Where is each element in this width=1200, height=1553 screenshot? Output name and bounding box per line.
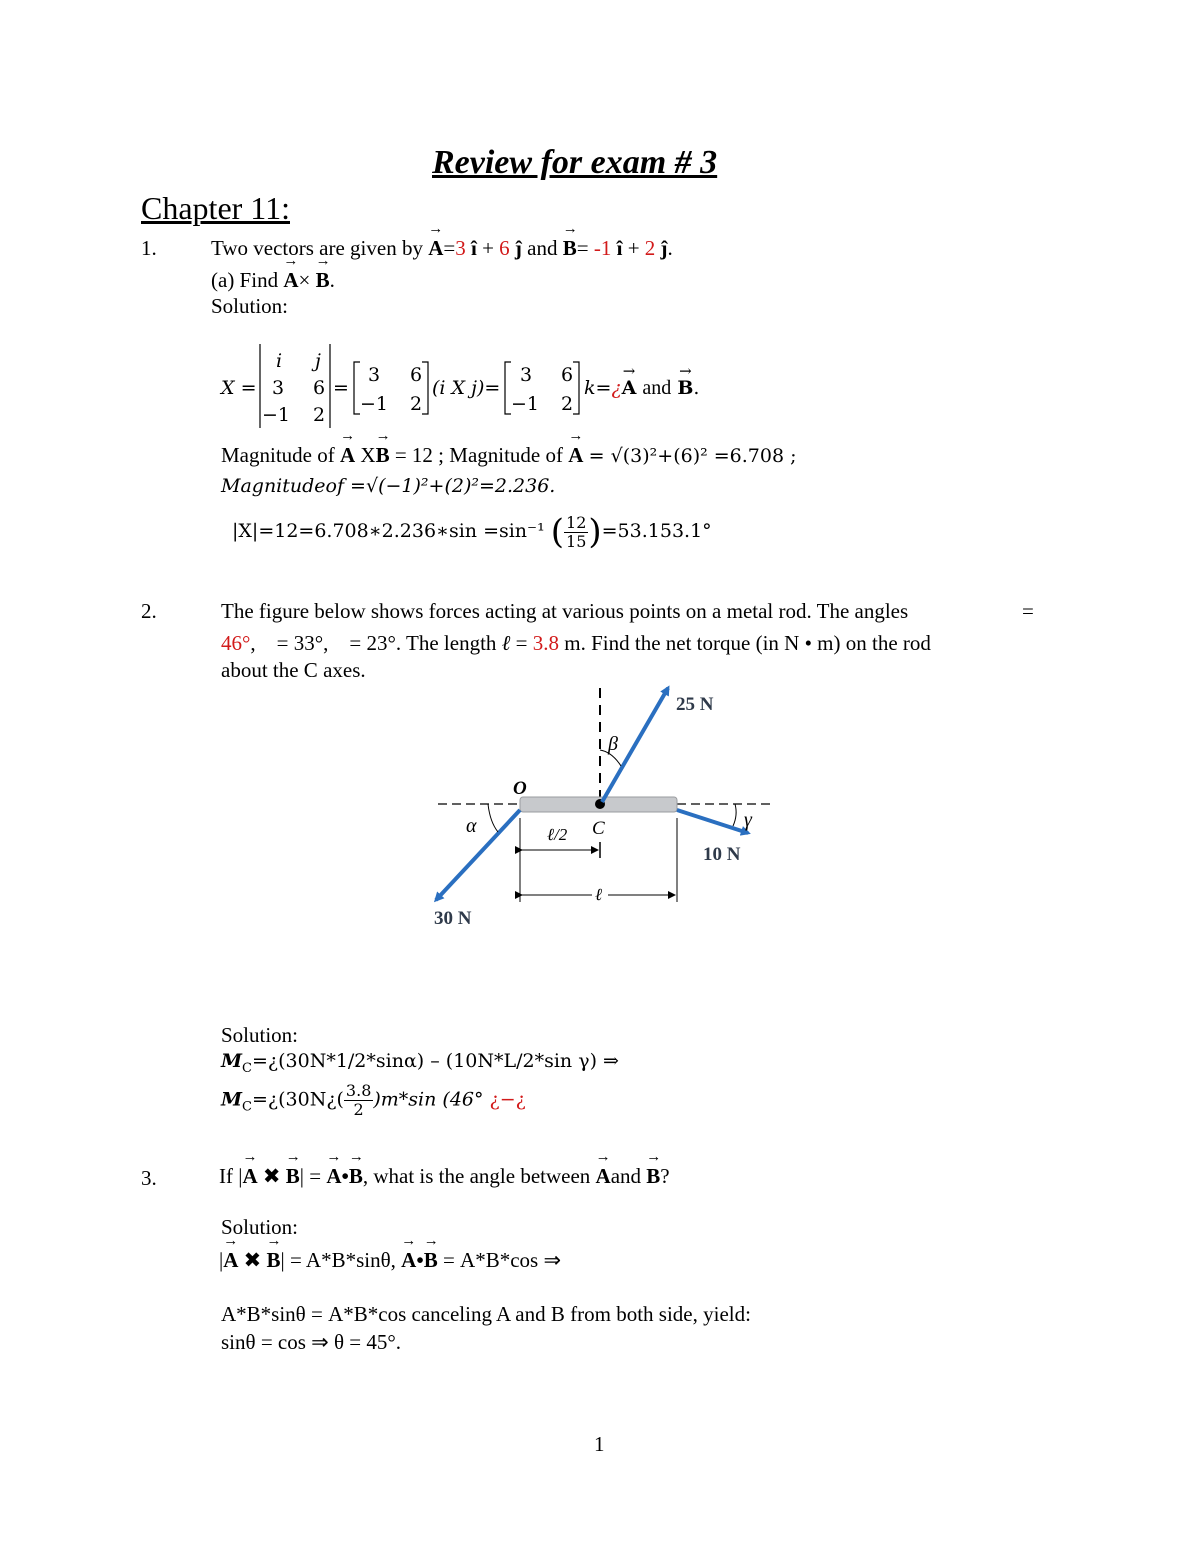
label-alpha: α (466, 815, 477, 837)
torque-figure (420, 680, 790, 940)
det-r2c1: 3 (272, 377, 285, 399)
q1-part-a: (a) Find → A× → B. (211, 268, 335, 293)
q3-solution-line-2: A*B*sinθ = A*B*cos canceling A and B from both side, yield: (221, 1302, 751, 1326)
det-j: j (315, 350, 321, 372)
mat2-r2c1: −1 (511, 393, 540, 415)
label-c: C (592, 818, 605, 839)
q2-eq-sign: = (1022, 599, 1034, 623)
mat1-r1c2: 6 (410, 364, 423, 386)
det-r3c2: 2 (313, 404, 326, 426)
chapter-heading: Chapter 11: (141, 190, 290, 226)
q3-number: 3. (141, 1166, 157, 1190)
det-x-label: X = (221, 377, 257, 399)
mat1-r2c1: −1 (360, 393, 389, 415)
mat1-r2c2: 2 (410, 393, 423, 415)
magnitude-line-2: Magnitudeof =√(−1)²+(2)²=2.236. (221, 475, 556, 497)
mat1-r1c1: 3 (368, 364, 381, 386)
det-r2c2: 6 (313, 377, 326, 399)
ixj-text: (i X j)= (432, 377, 501, 399)
q2-line-1: The figure below shows forces acting at various points on a metal rod. The angles (221, 599, 909, 623)
q1-solution-label: Solution: (211, 294, 289, 318)
q3-solution-label: Solution: (221, 1215, 299, 1239)
mat2-r1c2: 6 (561, 364, 574, 386)
label-beta: β (608, 733, 618, 755)
det-i: i (276, 350, 283, 372)
q2-solution-label: Solution: (221, 1023, 299, 1047)
q3-solution-line-1: |→ A ✖ → B| = A*B*sinθ, → A•→ B = A*B*cos ⇒ (219, 1248, 561, 1273)
label-half-length: ℓ/2 (547, 825, 568, 844)
page-number: 1 (594, 1432, 605, 1456)
q2-solution-line-1: $M_C=¿(30N*1/2*\sin\alpha) - (10N*L/2*\sin$ γ) ⇒ (221, 1050, 619, 1076)
label-o: O (513, 778, 527, 799)
q1-number: 1. (141, 236, 157, 260)
label-gamma: γ (744, 809, 752, 831)
q1-statement: Two vectors are given by → A=3 î + 6 ĵ and → B= -1 î + 2 ĵ. (211, 236, 673, 261)
label-25n: 25 N (676, 694, 714, 715)
k-expression: k=¿→ A and → B. (584, 377, 699, 400)
magnitude-line-1: Magnitude of → A X→ B = 12 ; Magnitude of → A = √(3)²+(6)² =6.708 ; (221, 443, 797, 468)
page-title: Review for exam # 3 (432, 144, 718, 181)
label-10n: 10 N (703, 844, 741, 865)
x-magnitude-line: |X|=12=6.708∗2.236∗sin =sin⁻¹ ( $\frac{12}{15}$ )=53.153.1° (232, 512, 712, 552)
q2-line-3: about the C axes. (221, 658, 366, 682)
q3-question: If |→ A ✖ → B| = → A•→ B, what is the angle between → Aand → B? (219, 1164, 670, 1189)
force-30n-arrow (436, 810, 520, 900)
q2-solution-line-2: $M_C=¿(30N¿$( $\frac{3.8}{2}$ )m*sin (46° ¿−¿ (221, 1081, 526, 1119)
det-eq: = (333, 377, 349, 399)
mat2-r1c1: 3 (520, 364, 533, 386)
label-length: ℓ (595, 885, 603, 904)
label-30n: 30 N (434, 908, 472, 929)
alpha-arc (488, 804, 498, 832)
mat2-r2c2: 2 (561, 393, 574, 415)
det-r3c1: −1 (262, 404, 291, 426)
q2-number: 2. (141, 599, 157, 623)
force-10n-arrow (677, 810, 748, 833)
gamma-arc (733, 804, 736, 826)
q2-line-2: 46°, = 33°, = 23°. The length ℓ = 3.8 m. Find the net torque (in N • m) on the rod (221, 631, 931, 655)
q3-solution-line-3: sinθ = cos ⇒ θ = 45°. (221, 1330, 402, 1354)
